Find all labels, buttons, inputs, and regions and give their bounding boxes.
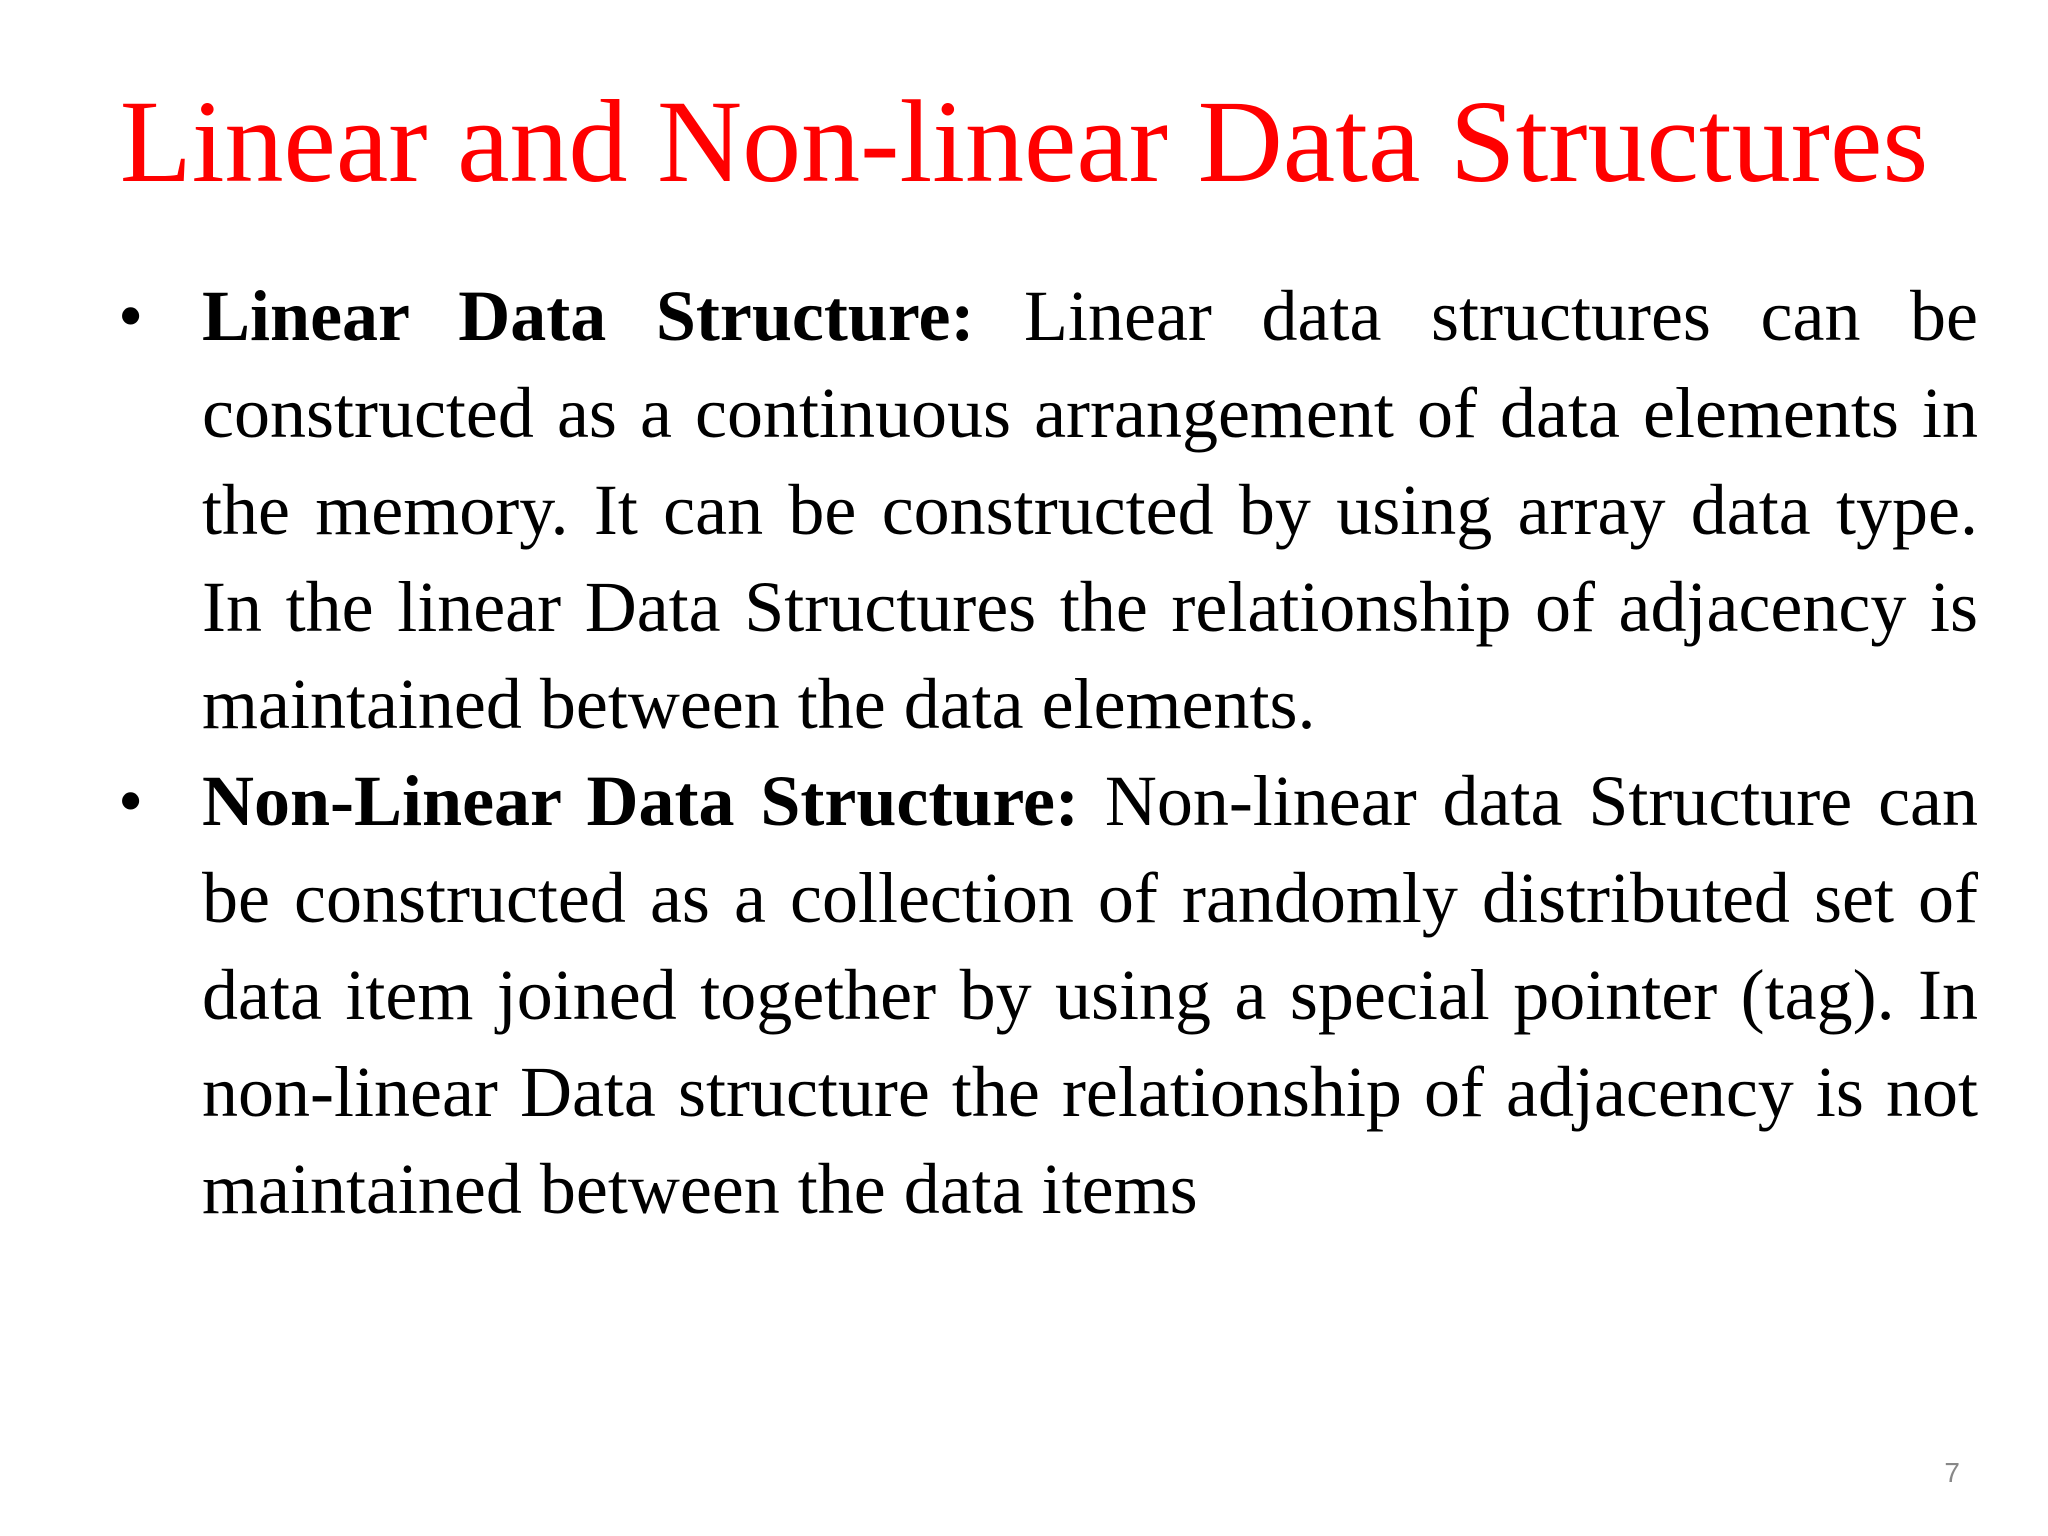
- bullet-description: Non-linear data Structure can be constructed as a collection of randomly distributed set of data item joined together by using a special pointer (tag). In non-linear Data structure the relationship of adjacency is not maintained between the data items: [202, 761, 1978, 1229]
- page-number: 7: [1944, 1457, 1960, 1488]
- bullet-non-linear-data-structure: [118, 753, 1978, 1238]
- bullet-term: Linear Data Structure:: [202, 276, 975, 356]
- slide-title: Linear and Non-linear Data Structures: [119, 76, 1929, 207]
- slide-content: [118, 268, 1978, 1238]
- bullet-text: [202, 268, 1978, 753]
- bullet-description: Linear data structures can be constructed as a continuous arrangement of data elements in the memory. It can be constructed by using array data type. In the linear Data Structures the relationship of adjacency is maintained between the data elements.: [202, 276, 1978, 744]
- bullet-dot-icon: •: [118, 761, 144, 841]
- bullet-linear-data-structure: [118, 268, 1978, 753]
- bullet-dot-icon: •: [118, 276, 144, 356]
- bullet-text: [202, 753, 1978, 1238]
- bullet-term: Non-Linear Data Structure:: [202, 761, 1079, 841]
